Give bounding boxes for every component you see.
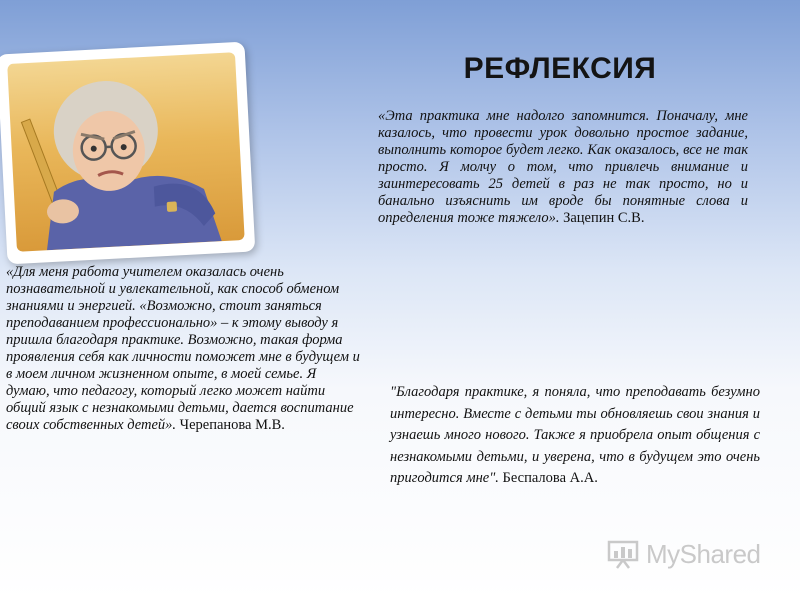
quote-author: Черепанова М.В. (179, 417, 285, 433)
quote-bespalova (390, 382, 760, 490)
quote-text: "Благодаря практике, я поняла, что преподавать безумно интересно. Вместе с детьми ты обновляешь свои знания и узнаешь много нового. Также я приобрела опыт общения с незнакомыми детьми, и уверена, что в будущем это очень пригодится мне". (390, 384, 760, 486)
quote-text: «Для меня работа учителем оказалась очень познавательной и увлекательной, как способ обменом знаниями и энергией. «Возможно, стоит заняться преподаванием профессионально» – к этому выводу я пришла благодаря практике. Возможно, такая форма проявления себя как личности поможет мне в будущем и в моем личном жизненном опыте, в моей семье. Я думаю, что педагогу, который легко может найти общий язык с незнакомыми детьми, дается воспитание своих собственных детей». (6, 264, 360, 433)
teacher-photo (7, 52, 245, 252)
teacher-illustration (7, 52, 245, 252)
quote-zatsepin (378, 108, 748, 227)
presentation-board-icon (606, 539, 640, 569)
quote-author: Зацепин С.В. (563, 210, 645, 226)
watermark-text: MyShared (646, 538, 761, 569)
quote-author: Беспалова А.А. (502, 470, 598, 486)
quote-text: «Эта практика мне надолго запомнится. Поначалу, мне казалось, что провести урок довольно простое задание, выполнить которое будет легко. Как оказалось, все не так просто. Я молчу о том, что привлечь внимание и заинтересовать 25 детей в раз не так просто, но и банально изъяснить им вроде бы понятные слова и определения тоже тяжело». (378, 108, 748, 226)
watermark-logo (606, 536, 776, 572)
quote-cherepanova (6, 264, 362, 434)
slide-title: РЕФЛЕКСИЯ (463, 52, 657, 85)
teacher-photo-frame (0, 42, 255, 265)
